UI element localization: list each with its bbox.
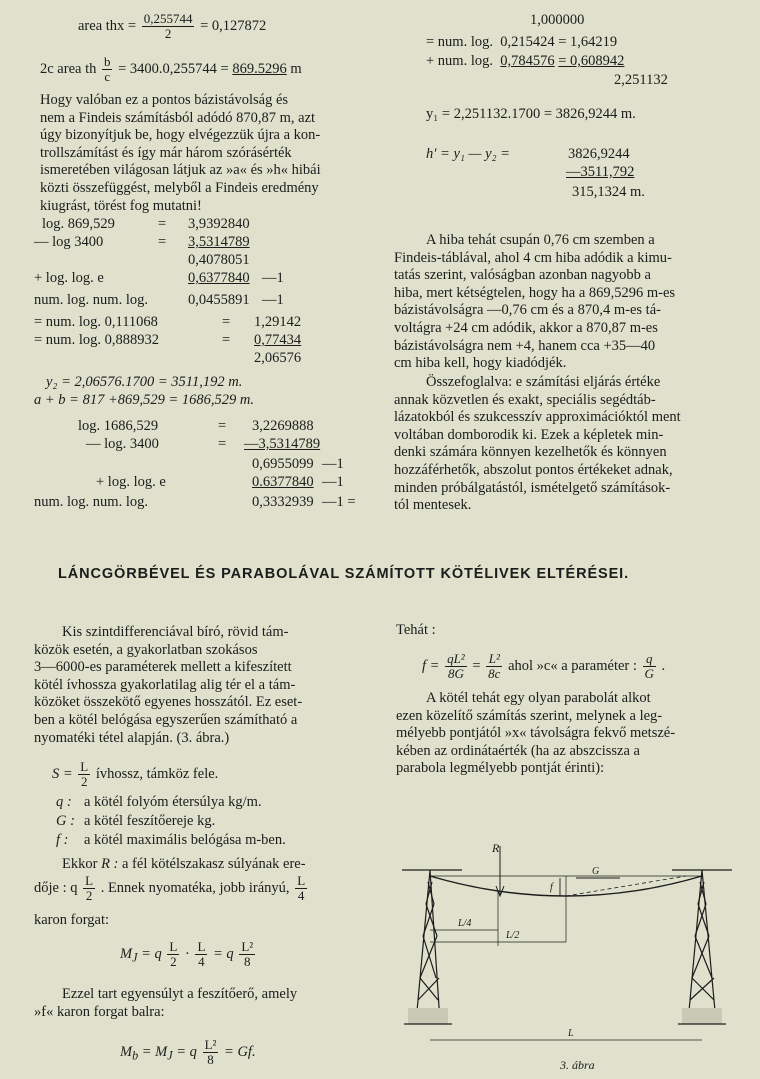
h-prime-b: —3511,792 <box>566 164 635 180</box>
fraction: $\frac{b}{c}$ <box>103 54 111 84</box>
fraction: $\frac{\text{qL²}}{8G}$ <box>447 651 465 681</box>
label-R: R <box>492 841 500 855</box>
h-prime-c: 315,1324 m. <box>572 184 645 200</box>
def-G: G : a kötél feszítőereje kg. <box>56 813 216 829</box>
left-tower <box>404 870 452 1024</box>
label-L4: L/4 <box>458 918 472 929</box>
Mb-formula: $M_b = M_J = q$ $\frac{\text{L²}}{8}$ = Gf. <box>120 1037 256 1067</box>
h-prime-label: h′ = y₁ — y₂ = <box>426 146 510 162</box>
label-L2: L/2 <box>506 930 520 941</box>
fraction: $\frac{L}{2}$ <box>169 939 178 969</box>
MJ-formula: $M_J = q$ $\frac{L}{2}$ · $\frac{L}{4}$ = q $\frac{\text{L²}}{8}$ <box>120 939 254 969</box>
fraction: $\frac{L}{2}$ <box>85 873 94 903</box>
fraction: $\frac{L}{2}$ <box>80 759 89 789</box>
r-calc-2: = num. log. 0,215424 = 1,64219 <box>426 34 618 50</box>
paragraph-base-distance: Hogy valóban ez a pontos bázistávolság és nem a Findeis számításból adódó 870,87 m, azt úgy bizonyítjuk be, hogy elvégezzük újra a kon- trollszámítást és így már három szórásérték ismeretében világosan látjuk az »a« és »h« hibái közti összefüggést, melyből a Findeis eredmény kiugrást, törést fog mutatni! <box>40 92 321 214</box>
area-thx-formula: area thx = $\frac{0,255744}{2}$ = 0,127872 <box>78 11 267 41</box>
paragraph-summary: Összefoglalva: e számítási eljárás értéke annak közvetlen és exakt, speciális segédtáb- lázatokból és szukcesszív approximációktól ment voltában domborodik ki. Ezek a képletek min- denki számára könnyen kezelhetők és könnyen hozzáférhetők, abszolut pontos értékeket adnak, minden próbálgatástól, ismételgető számítások- tól mentesek. <box>394 374 681 514</box>
right-tower <box>678 870 726 1024</box>
fraction: $\frac{\text{L²}}{8c}$ <box>488 651 501 681</box>
r-calc-4: 2,251132 <box>614 72 668 88</box>
def-f: f : a kötél maximális belógása m-ben. <box>56 832 286 848</box>
def-q: q : a kötél folyóm étersúlya kg/m. <box>56 794 262 810</box>
fraction: $\frac{L}{4}$ <box>297 873 306 903</box>
fraction: $\frac{\text{L²}}{8}$ <box>241 939 254 969</box>
paragraph-error: A hiba tehát csupán 0,76 cm szemben a Findeis-táblával, ahol 4 cm hiba adódik a kimu- tatás szerint, valóságban azonban nagyobb a hiba, mert kétségtelen, hogy ha a 869,5296 m-es bázistávolságra —0,76 cm és a 870,4 m-es tá- voltágra +24 cm adódik, akkor a 870,87 m-es bázistávolságra nem +4, hanem cca +35—40 cm hiba kell, hogy kiadódjék. <box>394 232 676 372</box>
tehat-label: Tehát : <box>396 622 436 638</box>
label-f: f <box>550 882 553 893</box>
label-G: G <box>592 866 600 877</box>
paragraph-parabola: A kötél tehát egy olyan parabolát alkot ezen közelítő számítás szerint, melynek a leg- mélyebb pontjától »x« távolságra fekvő metszé- kében az ordinátaérték (ha az abszcissza a parabola legmélyebb pontját érinti): <box>396 690 676 777</box>
ekkor-line: Ekkor R : a fél kötélszakasz súlyának ere- <box>62 856 306 872</box>
r-calc-3: + num. log. 0,784576 = 0,608942 <box>426 53 625 69</box>
f-formula: f = $\frac{\text{qL²}}{8G}$ = $\frac{\text{L²}}{8c}$ ahol »c« a paraméter : $\frac{q}{G}$ . <box>422 651 666 681</box>
r-calc-1: 1,000000 <box>530 12 585 28</box>
y1-result: y₁ = 2,251132.1700 = 3826,9244 m. <box>426 106 636 122</box>
paragraph-intro: Kis szintdifferenciával bíró, rövid tám- közök esetén, a gyakorlatban szokásos 3—6000-es paraméterek mellett a kifeszített kötél ívhossza gyakorlatilag alig tér el a tám- közöket összekötő egyenes hosszától. Ez eset- ben a kötél belógása egyszerűen számítható a nyomatéki tétel alapján. (3. ábra.) <box>34 624 303 746</box>
figure-caption: 3. ábra <box>560 1058 595 1072</box>
paragraph-equilibrium: Ezzel tart egyensúlyt a feszítőerő, amely »f« karon forgat balra: <box>34 986 298 1020</box>
cable-sag-figure <box>396 786 752 1056</box>
fraction: $\frac{0,255744}{2}$ <box>143 11 193 41</box>
label-L: L <box>568 1028 574 1039</box>
fraction: $\frac{L}{4}$ <box>197 939 206 969</box>
dője-line: dője : q $\frac{L}{2}$ . Ennek nyomatéka, jobb irányú, $\frac{L}{4}$ <box>34 873 306 903</box>
section-heading: LÁNCGÖRBÉVEL ÉS PARABOLÁVAL SZÁMÍTOTT KÖTÉLIVEK ELTÉRÉSEI. <box>58 566 630 582</box>
fraction: $\frac{q}{G}$ <box>644 651 654 681</box>
a-plus-b: a + b = 817 +869,529 = 1686,529 m. <box>34 392 254 408</box>
fraction: $\frac{\text{L²}}{8}$ <box>204 1037 217 1067</box>
h-prime-a: 3826,9244 <box>568 146 630 162</box>
S-formula: S = $\frac{L}{2}$ ívhossz, támköz fele. <box>52 759 219 789</box>
karon-forgat: karon forgat: <box>34 912 110 928</box>
y2-result: y₂ = 2,06576.1700 = 3511,192 m. <box>46 374 243 390</box>
two-c-area-formula: 2c area th $\frac{b}{c}$ = 3400.0,255744 = 869.5296 m <box>40 54 302 84</box>
